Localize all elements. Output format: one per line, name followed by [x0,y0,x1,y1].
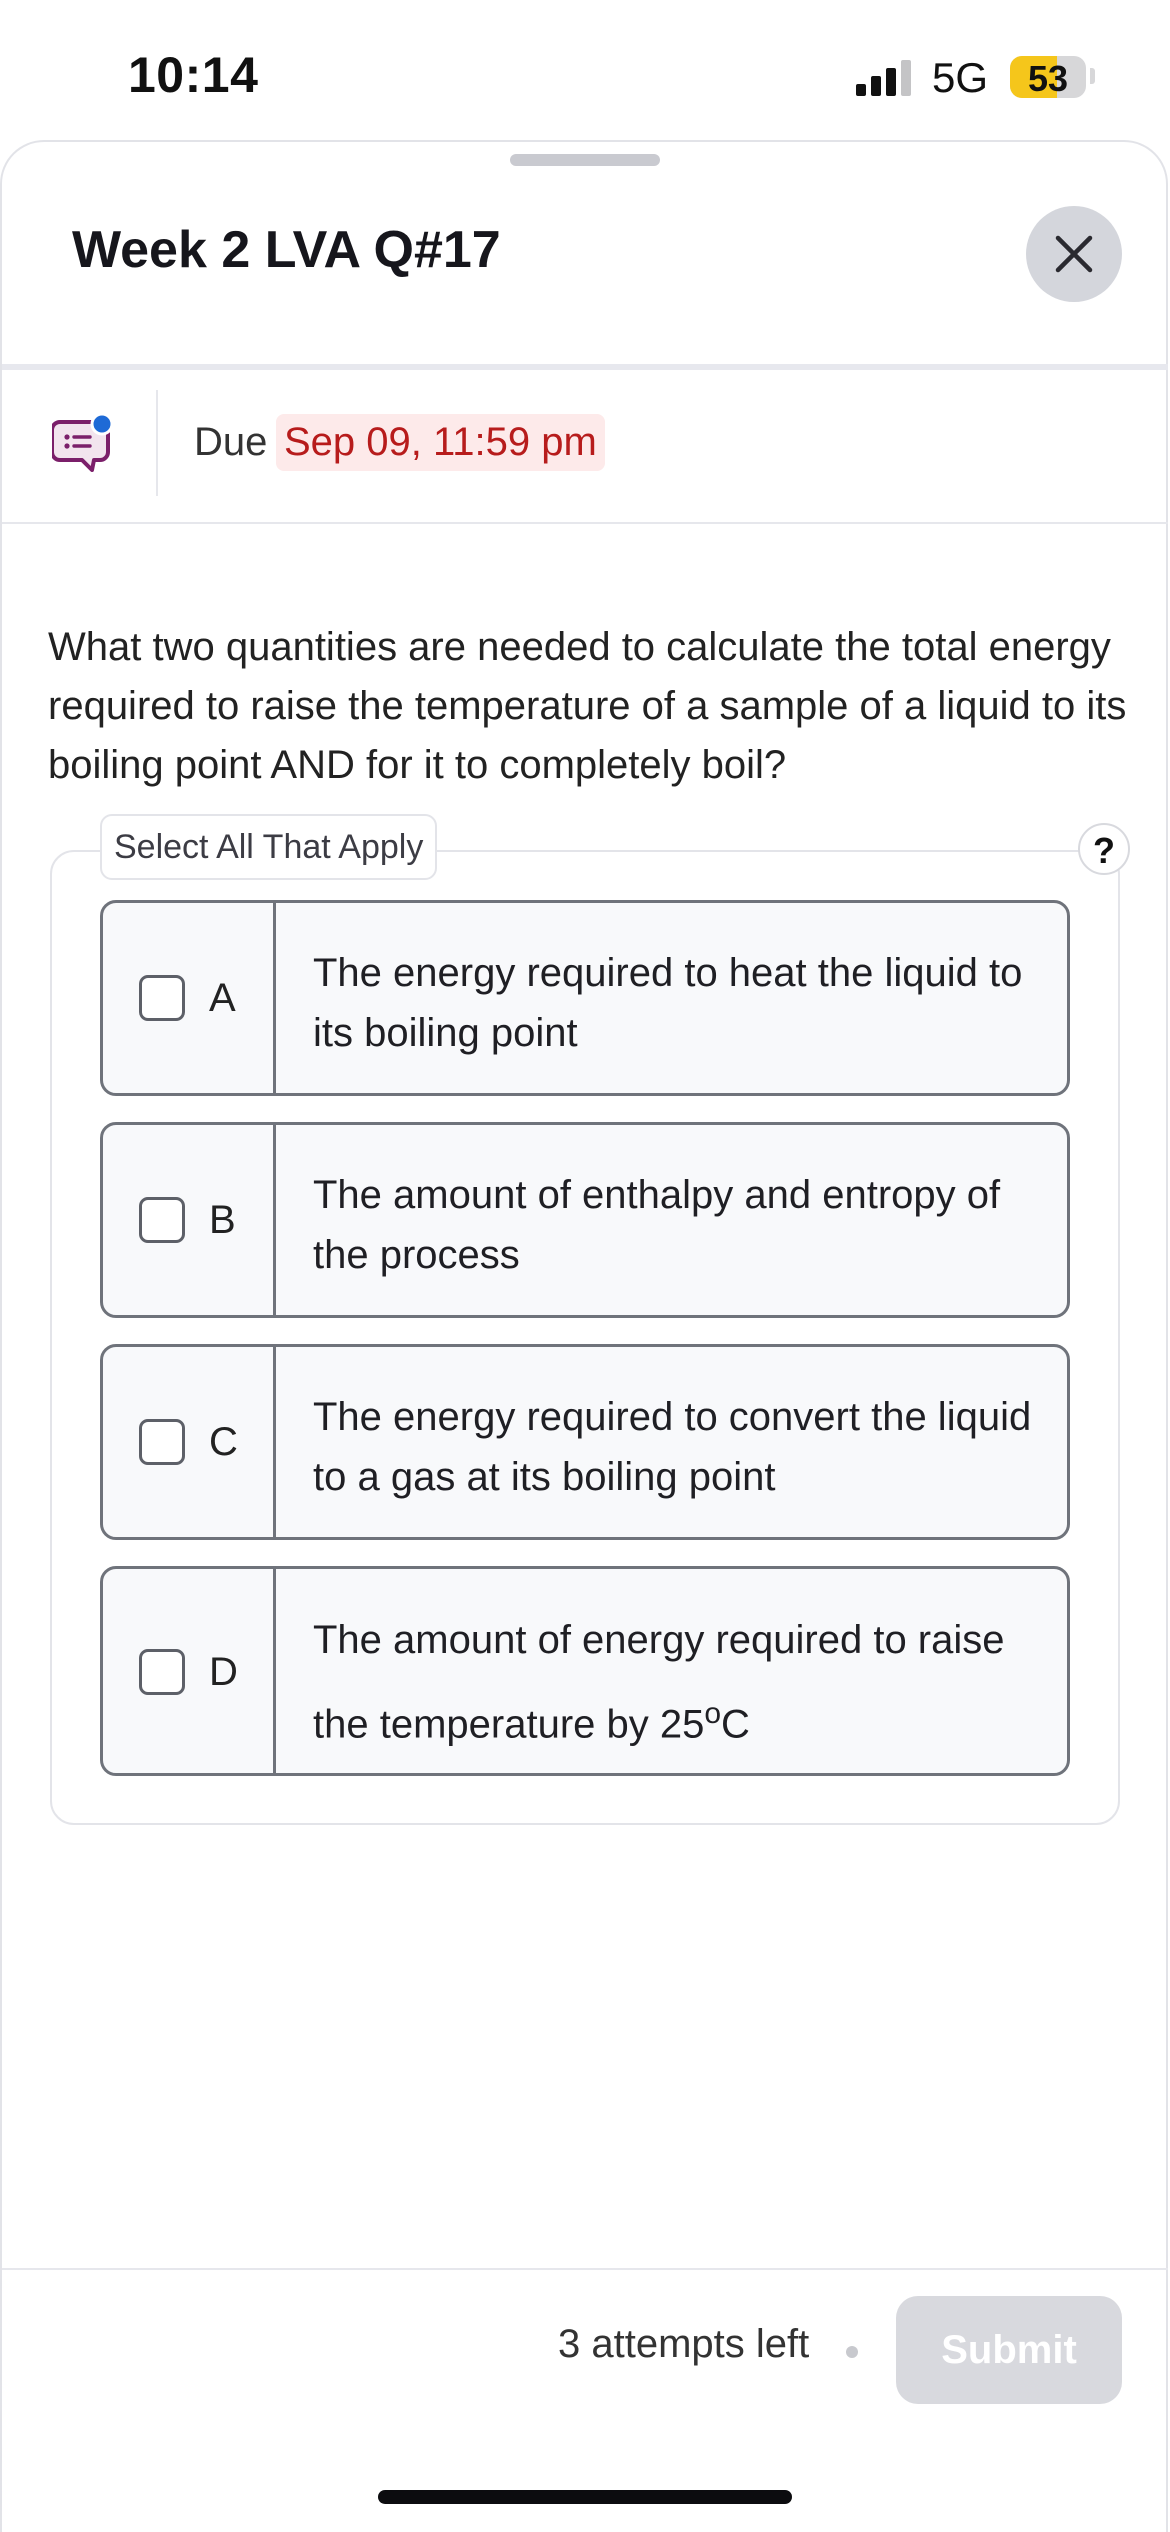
option-divider [273,1125,276,1315]
question-list-chat-icon [52,410,118,476]
question-text: What two quantities are needed to calculate the total energy required to raise the temperature of a sample of a liquid to its boiling point AND for it to completely boil? [48,625,1127,787]
due-label: Due [194,420,268,464]
option-text: The energy required to heat the liquid to its boiling point [313,951,1023,1055]
battery-level: 53 [1027,58,1069,98]
page-title: Week 2 LVA Q#17 [72,221,501,279]
option-text-main: The amount of energy required to raise the temperature by 25 [313,1618,1005,1747]
option-letter: A [209,976,236,1020]
home-indicator [378,2490,792,2504]
option-divider [273,1347,276,1537]
help-button[interactable]: ? [1078,823,1130,875]
close-icon [1052,232,1096,276]
option-letter: B [209,1198,236,1242]
footer-dot [846,2346,858,2358]
status-bar [0,0,1170,140]
option-text: The energy required to convert the liquid to a gas at its boiling point [313,1395,1032,1499]
battery-icon [1010,56,1086,98]
option-d[interactable] [100,1566,1070,1776]
attempts-left: 3 attempts left [558,2322,810,2366]
network-type: 5G [932,54,989,101]
checkbox-c[interactable] [139,1419,185,1465]
option-c[interactable] [100,1344,1070,1540]
sheet-grabber[interactable] [510,154,660,166]
option-text: The amount of enthalpy and entropy of the process [313,1173,1001,1277]
checkbox-d[interactable] [139,1649,185,1695]
status-time: 10:14 [128,47,259,103]
option-letter: D [209,1650,238,1694]
option-b[interactable] [100,1122,1070,1318]
option-text [313,1603,1037,1761]
checkbox-b[interactable] [139,1197,185,1243]
signal-icon [856,60,912,96]
footer-divider [2,2268,1168,2270]
checkbox-a[interactable] [139,975,185,1021]
option-divider [273,903,276,1093]
submit-button[interactable]: Submit [896,2296,1122,2404]
option-letter: C [209,1420,238,1464]
select-all-label: Select All That Apply [100,814,437,880]
option-text-unit: C [721,1702,750,1747]
due-separator [156,390,158,496]
close-button[interactable] [1026,206,1122,302]
due-date-badge: Sep 09, 11:59 pm [276,414,605,471]
option-a[interactable] [100,900,1070,1096]
battery-tip [1090,68,1095,84]
option-divider [273,1569,276,1773]
degree-superscript: o [704,1697,722,1730]
